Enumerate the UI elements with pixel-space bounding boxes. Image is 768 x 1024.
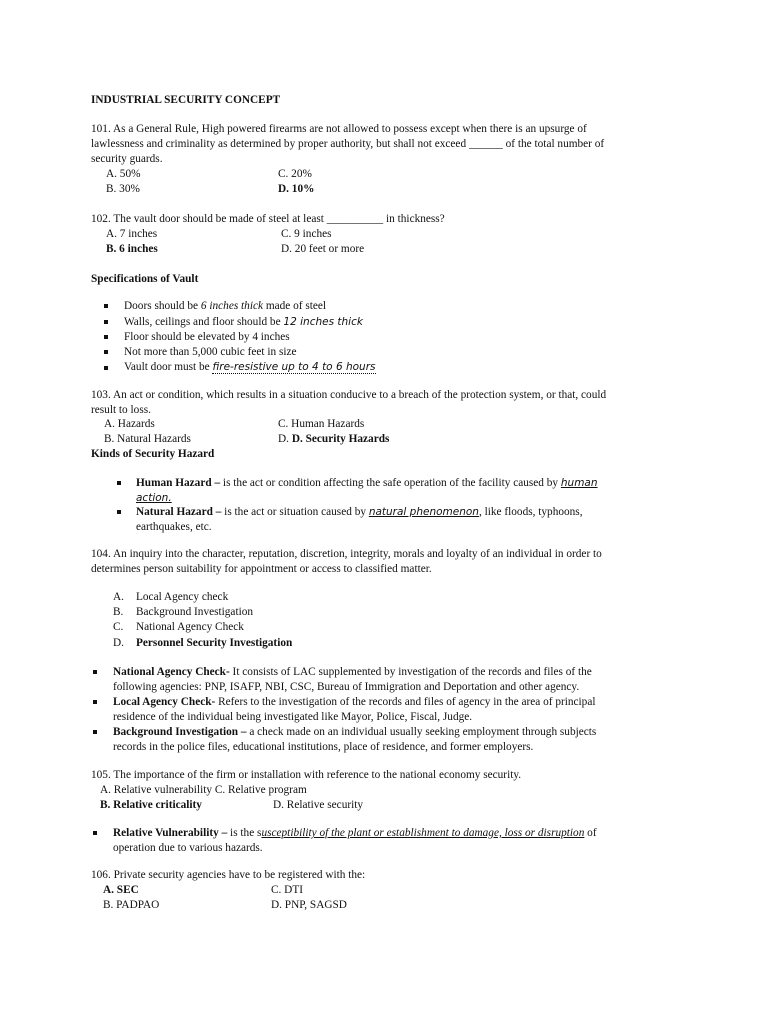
background-investigation-line-2: records in the police files, educational institutions, place of residence, and former employers. bbox=[113, 741, 534, 753]
question-104-choice-a: Local Agency check bbox=[136, 591, 229, 603]
vault-spec-walls: Walls, ceilings and floor should be 12 inches thick bbox=[124, 316, 363, 328]
bullet-icon bbox=[93, 730, 97, 734]
question-106-line-1: 106. Private security agencies have to be registered with the: bbox=[91, 869, 366, 881]
bullet-icon bbox=[104, 320, 108, 324]
question-106-choice-b: B. PADPAO bbox=[103, 899, 160, 911]
bullet-icon bbox=[117, 481, 121, 485]
bullet-icon bbox=[117, 510, 121, 514]
question-102-choice-c: C. 9 inches bbox=[281, 228, 332, 240]
question-104-label-c: C. bbox=[113, 621, 124, 633]
question-104-line-1: 104. An inquiry into the character, reputation, discretion, integrity, morals and loyalty of an individual in order to bbox=[91, 548, 602, 560]
natural-hazard-line-2: earthquakes, etc. bbox=[136, 521, 212, 533]
vault-spec-fire: Vault door must be fire-resistive up to 4 to 6 hours bbox=[124, 361, 376, 373]
question-105-choices-a-c: A. Relative vulnerability C. Relative program bbox=[100, 784, 307, 796]
question-104-label-d: D. bbox=[113, 637, 124, 649]
question-106-answer-a: A. SEC bbox=[103, 884, 139, 896]
local-agency-line-2: residence of the individual being investigated like Mayor, Police, Fiscal, Judge. bbox=[113, 711, 473, 723]
bullet-icon bbox=[104, 304, 108, 308]
bullet-icon bbox=[104, 350, 108, 354]
relative-vulnerability-line-1: Relative Vulnerability – is the susceptibility of the plant or establishment to damage, loss or disruption of bbox=[113, 827, 597, 839]
national-agency-line-1: National Agency Check- It consists of LAC supplemented by investigation of the records and files of the bbox=[113, 666, 592, 678]
background-investigation-line-1: Background Investigation – a check made on an individual usually seeking employment through subjects bbox=[113, 726, 597, 738]
human-hazard-line-2: action. bbox=[136, 492, 172, 504]
question-103-choice-c: C. Human Hazards bbox=[278, 418, 365, 430]
bullet-icon bbox=[104, 366, 108, 370]
question-106-choice-d: D. PNP, SAGSD bbox=[271, 899, 347, 911]
vault-spec-size: Not more than 5,000 cubic feet in size bbox=[124, 346, 297, 358]
question-101-choice-c: C. 20% bbox=[278, 168, 312, 180]
vault-spec-doors: Doors should be 6 inches thick made of steel bbox=[124, 300, 327, 312]
question-103-choice-b: B. Natural Hazards bbox=[104, 433, 191, 445]
question-101-answer-d: D. 10% bbox=[278, 183, 315, 195]
question-103-choice-a: A. Hazards bbox=[104, 418, 155, 430]
national-agency-line-2: following agencies: PNP, ISAFP, NBI, CSC, Bureau of Immigration and Deportation and other agency. bbox=[113, 681, 580, 693]
question-105-choice-d: D. Relative security bbox=[273, 799, 364, 811]
bullet-icon bbox=[104, 335, 108, 339]
human-hazard-line-1: Human Hazard – is the act or condition affecting the safe operation of the facility caused by human bbox=[136, 477, 598, 489]
question-103-line-2: result to loss. bbox=[91, 404, 151, 416]
question-101-line-2: lawlessness and criminality as determined by proper authority, but shall not exceed ______ of the total number of bbox=[91, 138, 605, 150]
question-101-line-3: security guards. bbox=[91, 153, 163, 165]
question-102-choice-a: A. 7 inches bbox=[106, 228, 158, 240]
question-102-answer-b: B. 6 inches bbox=[106, 243, 158, 255]
question-104-choice-b: Background Investigation bbox=[136, 606, 254, 618]
question-104-label-b: B. bbox=[113, 606, 124, 618]
question-103-line-1: 103. An act or condition, which results in a situation conducive to a breach of the protection system, or that, could bbox=[91, 389, 607, 401]
natural-hazard-line-1: Natural Hazard – is the act or situation caused by natural phenomenon, like floods, typhoons, bbox=[136, 506, 583, 518]
question-101-line-1: 101. As a General Rule, High powered firearms are not allowed to possess except when there is an upsurge of bbox=[91, 123, 587, 135]
question-101-choice-b: B. 30% bbox=[106, 183, 140, 195]
kinds-heading: Kinds of Security Hazard bbox=[91, 448, 215, 460]
bullet-icon bbox=[93, 670, 97, 674]
question-104-label-a: A. bbox=[113, 591, 124, 603]
question-101-choice-a: A. 50% bbox=[106, 168, 141, 180]
question-102-line-1: 102. The vault door should be made of steel at least __________ in thickness? bbox=[91, 213, 445, 225]
page-title: INDUSTRIAL SECURITY CONCEPT bbox=[91, 94, 281, 106]
question-104-line-2: determines person suitability for appointment or access to classified matter. bbox=[91, 563, 432, 575]
relative-vulnerability-line-2: operation due to various hazards. bbox=[113, 842, 263, 854]
vault-heading: Specifications of Vault bbox=[91, 273, 199, 285]
question-106-choice-c: C. DTI bbox=[271, 884, 304, 896]
question-103-answer-d: D. D. Security Hazards bbox=[278, 433, 390, 445]
bullet-icon bbox=[93, 700, 97, 704]
local-agency-line-1: Local Agency Check- Refers to the investigation of the records and files of agency in the area of principal bbox=[113, 696, 596, 708]
question-104-choice-c: National Agency Check bbox=[136, 621, 244, 633]
question-105-answer-b: B. Relative criticality bbox=[100, 799, 202, 811]
vault-spec-floor: Floor should be elevated by 4 inches bbox=[124, 331, 290, 343]
bullet-icon bbox=[93, 831, 97, 835]
question-102-choice-d: D. 20 feet or more bbox=[281, 243, 365, 255]
question-104-answer-d: Personnel Security Investigation bbox=[136, 637, 293, 649]
question-105-line-1: 105. The importance of the firm or installation with reference to the national economy security. bbox=[91, 769, 522, 781]
